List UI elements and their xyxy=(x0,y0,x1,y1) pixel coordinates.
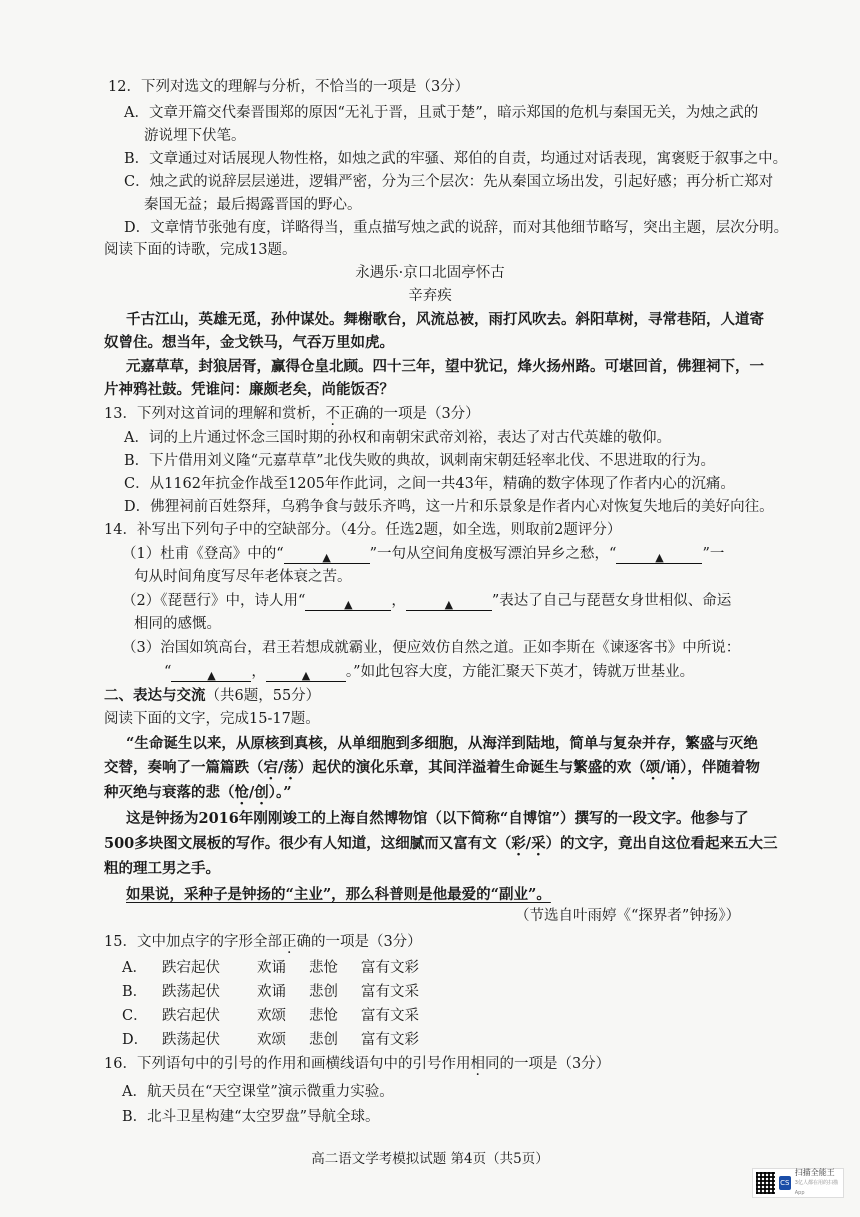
q13-option-b: B．下片借用刘义隆“元嘉草草”北伐失败的典故，讽刺南宋朝廷轻率北伐、不思进取的行为。 xyxy=(124,453,715,469)
qr-code-icon xyxy=(756,1172,775,1194)
poem-author: 辛弃疾 xyxy=(408,288,452,304)
answer-blank[interactable]: ▲ xyxy=(305,594,391,611)
passage-line-4: 这是钟扬为2016年刚刚竣工的上海自然博物馆（以下简称“自博馆”）撰写的一段文字。他参与了 xyxy=(126,810,749,827)
camscanner-logo: CS xyxy=(779,1176,791,1190)
q15-option-c: C． 跌宕起伏 欢颂 悲怆 富有文采 xyxy=(122,1008,419,1024)
q15-option-d: D． 跌荡起伏 欢颂 悲创 富有文彩 xyxy=(122,1032,419,1048)
answer-blank[interactable]: ▲ xyxy=(284,547,370,564)
passage-line-3: 种灭绝与衰落的悲（怆/创）。” xyxy=(104,784,292,801)
underlined-sentence: 如果说，采种子是钟扬的“主业”，那么科普则是他最爱的“副业”。 xyxy=(126,886,551,903)
passage-line-6: 粗的理工男之手。 xyxy=(104,860,220,877)
answer-blank[interactable]: ▲ xyxy=(406,594,492,611)
q14-item-3: （3）治国如筑高台，君王若想成就霸业，便应效仿自然之道。正如李斯在《谏逐客书》中所说： xyxy=(122,640,741,656)
q14-item-3-cont: “ ▲ ， ▲ 。”如此包容大度，方能汇聚天下英才，铸就万世基业。 xyxy=(164,664,695,682)
poem-line-1: 千古江山，英雄无觅，孙仲谋处。舞榭歌台，风流总被，雨打风吹去。斜阳草树，寻常巷陌，人道寄 xyxy=(126,311,764,328)
q13-stem: 13．下列对这首词的理解和赏析，不正确的一项是（3分） xyxy=(104,406,480,422)
q13-option-c: C．从1162年抗金作战至1205年作此词，之间一共43年，精确的数字体现了作者内心的沉痛。 xyxy=(124,476,735,492)
q12-option-d: D．文章情节张弛有度，详略得当，重点描写烛之武的说辞，而对其他细节略写，突出主题，层次分明。 xyxy=(124,220,789,236)
q16-stem: 16．下列语句中的引号的作用和画横线语句中的引号作用相同的一项是（3分） xyxy=(104,1056,611,1072)
q12-option-b: B．文章通过对话展现人物性格，如烛之武的牢骚、郑伯的自责，均通过对话表现，寓褒贬于叙事之中。 xyxy=(124,151,788,167)
q16-option-a: A．航天员在“天空课堂”演示微重力实验。 xyxy=(122,1084,394,1100)
q14-item-2-cont: 相同的感慨。 xyxy=(134,616,221,632)
answer-blank[interactable]: ▲ xyxy=(266,665,346,682)
section-2-heading: 二、表达与交流（共6题，55分） xyxy=(104,687,321,704)
scanner-name: 扫描全能王 xyxy=(794,1168,835,1177)
q14-item-2: （2）《琵琶行》中，诗人用“ ▲ ， ▲ ”表达了自己与琵琶女身世相似、命运 xyxy=(122,593,732,611)
answer-blank[interactable]: ▲ xyxy=(616,547,702,564)
answer-blank[interactable]: ▲ xyxy=(171,665,251,682)
passage-source: （节选自叶雨婷《“探界者”钟扬》） xyxy=(515,908,741,924)
passage-line-2: 交替，奏响了一篇篇跌（宕/荡）起伏的演化乐章，其间洋溢着生命诞生与繁盛的欢（颂/诵），伴随着物 xyxy=(104,759,760,776)
q15-stem: 15．文中加点字的字形全部正确的一项是（3分） xyxy=(104,934,422,950)
scanner-subtitle: 3亿人都在用的扫描App xyxy=(794,1180,838,1196)
q14-stem: 14．补写出下列句子中的空缺部分。（4分。任选2题，如全选，则取前2题评分） xyxy=(104,522,622,538)
q13-option-d: D．佛狸祠前百姓祭拜，乌鸦争食与鼓乐齐鸣，这一片和乐景象是作者内心对恢复失地后的美好向往。 xyxy=(124,499,774,515)
scanner-watermark xyxy=(752,1168,844,1198)
q12-option-a-cont: 游说埋下伏笔。 xyxy=(144,128,246,144)
q14-item-1: （1）杜甫《登高》中的“ ▲ ”一句从空间角度极写漂泊异乡之愁，“ ▲ ”一 xyxy=(122,546,725,564)
passage-line-1: “生命诞生以来，从原核到真核，从单细胞到多细胞，从海洋到陆地，简单与复杂并存，繁盛与灭绝 xyxy=(126,735,758,752)
q12-option-c-cont: 秦国无益；最后揭露晋国的野心。 xyxy=(144,197,362,213)
poem-line-2: 奴曾住。想当年，金戈铁马，气吞万里如虎。 xyxy=(104,334,394,351)
poem-title: 永遇乐·京口北固亭怀古 xyxy=(355,265,505,281)
passage-instruction: 阅读下面的文字，完成15-17题。 xyxy=(104,711,320,727)
q13-option-a: A．词的上片通过怀念三国时期的孙权和南朝宋武帝刘裕，表达了对古代英雄的敬仰。 xyxy=(124,430,671,446)
q14-item-1-cont: 句从时间角度写尽年老体衰之苦。 xyxy=(134,569,352,585)
poem-line-4: 片神鸦社鼓。凭谁问：廉颇老矣，尚能饭否？ xyxy=(104,381,394,398)
passage-line-5: 500多块图文展板的写作。很少有人知道，这细腻而又富有文（彩/采）的文字，竟出自这位看起来五大三 xyxy=(104,835,778,852)
q16-option-b: B．北斗卫星构建“太空罗盘”导航全球。 xyxy=(122,1109,380,1125)
poem-instruction: 阅读下面的诗歌，完成13题。 xyxy=(104,242,297,258)
scanner-text xyxy=(795,1168,840,1198)
poem-line-3: 元嘉草草，封狼居胥，赢得仓皇北顾。四十三年，望中犹记，烽火扬州路。可堪回首，佛狸祠下，一 xyxy=(126,358,764,375)
q15-option-a: A． 跌宕起伏 欢诵 悲怆 富有文彩 xyxy=(122,960,419,976)
page-footer: 高二语文学考模拟试题 第4页（共5页） xyxy=(311,1151,549,1167)
q12-option-a: A．文章开篇交代秦晋围郑的原因“无礼于晋，且贰于楚”，暗示郑国的危机与秦国无关，为烛之武的 xyxy=(124,105,759,121)
q12-option-c: C．烛之武的说辞层层递进，逻辑严密，分为三个层次：先从秦国立场出发，引起好感；再分析亡郑对 xyxy=(124,174,774,190)
q15-option-b: B． 跌荡起伏 欢诵 悲创 富有文采 xyxy=(122,984,419,1000)
q12-stem: 12．下列对选文的理解与分析，不恰当的一项是（3分） xyxy=(108,79,470,95)
